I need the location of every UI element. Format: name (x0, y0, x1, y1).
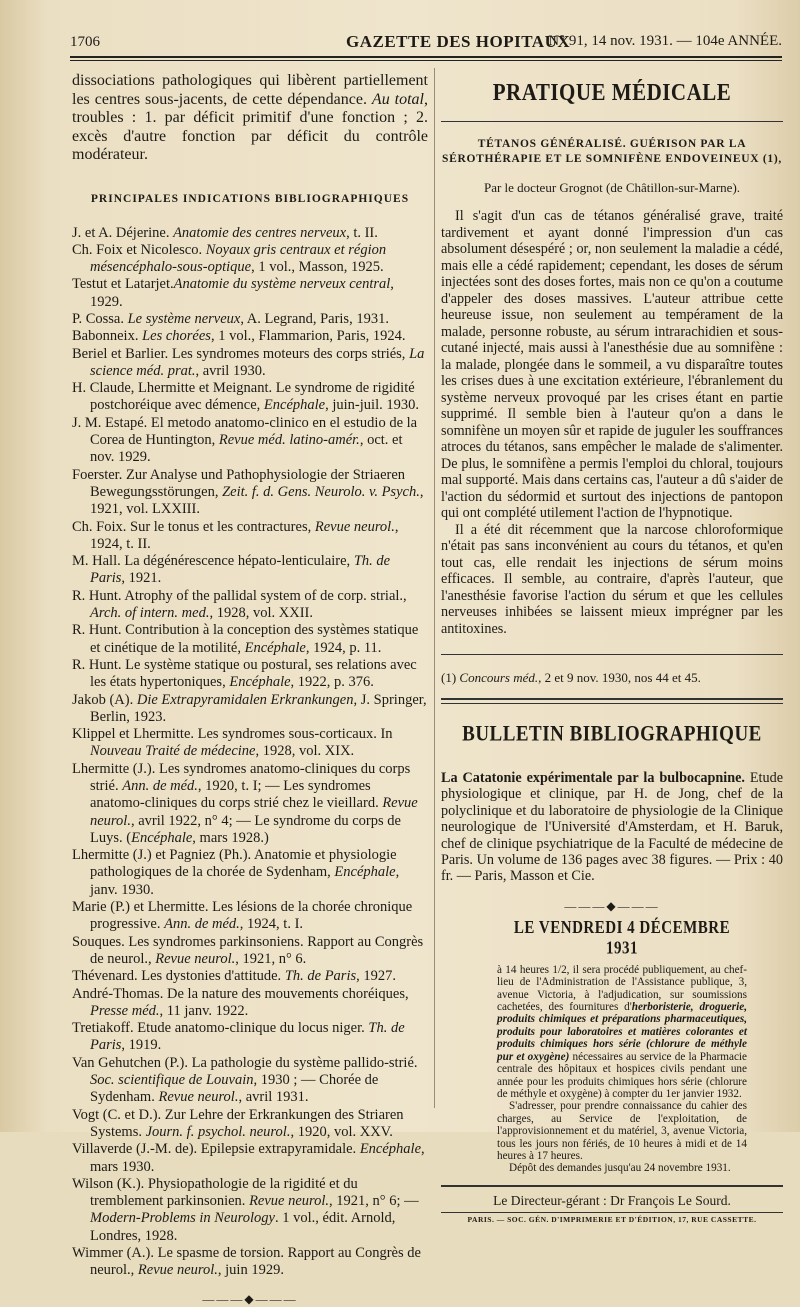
announcement-deadline: Dépôt des demandes jusqu'au 24 novembre 1931. (509, 1162, 731, 1175)
intro-text: dissociations pathologiques qui libèrent partiellement les centres sous-jacents, de cette dépendance. (72, 72, 428, 108)
reference-text: , 1921, n° 6. (235, 950, 307, 967)
page-header (70, 32, 782, 54)
reference-text: , 1928, vol. XIX. (255, 743, 355, 760)
reference-item (72, 692, 428, 727)
left-column (72, 72, 428, 1307)
reference-text: J. et A. Déjerine. (72, 224, 174, 241)
reference-text: R. Hunt. Le système statique ou postural, ses relations avec les états hypertoniques, (72, 656, 417, 691)
reference-text: Thévenard. Les dystonies d'attitude. (72, 968, 285, 985)
reference-item (72, 986, 428, 1021)
announcement-contact: S'adresser, pour prendre connaissance du cahier des charges, au Service de l'exploitation, de l'approvisionnement et du matériel, 3, avenue Victoria, tous les jours non fériés, de 10 heures à midi et de 14 heures à 17 heures. (497, 1100, 747, 1162)
reference-text: P. Cossa. (72, 310, 128, 327)
reference-text: , 1924, t. II. (90, 518, 399, 552)
reference-item (72, 276, 428, 311)
reference-text: , 1928, vol. XXII. (209, 605, 313, 622)
reference-source: Journ. f. psychol. neurol. (145, 1123, 291, 1140)
reference-source: Revue neurol. (249, 1193, 330, 1210)
bulletin-title: BULLETIN BIBLIOGRAPHIQUE (462, 722, 762, 747)
ornament: ———◆——— (202, 1291, 298, 1306)
reference-source: Ann. de méd. (164, 916, 240, 933)
reference-text: , avril 1931. (238, 1089, 309, 1106)
reference-text: , 1927. (356, 968, 396, 985)
reference-text: André-Thomas. De la nature des mouvements choréiques, (72, 985, 409, 1002)
reference-item (72, 1141, 428, 1176)
reference-item (72, 380, 428, 415)
reference-source: Encéphale (359, 1141, 422, 1158)
reference-text: , mars 1930. (90, 1141, 425, 1175)
reference-source: Die Extrapyramidalen Erkrankungen (136, 691, 354, 708)
column-separator (434, 68, 435, 1108)
reference-text: Marie (P.) et Lhermitte. Les lésions de la chorée chronique progressive. (72, 899, 413, 933)
reference-source: Revue neurol. (155, 950, 236, 967)
reference-source: Modern-Problems in Neurology (90, 1210, 275, 1227)
reference-text: , J. Springer, Berlin, 1923. (90, 691, 427, 725)
issue-info: N° 91, 14 nov. 1931. — 104e ANNÉE. (548, 33, 782, 49)
references-list (72, 225, 428, 1280)
reference-source: Nouveau Traité de médecine (90, 743, 256, 760)
reference-source: Revue neurol. (314, 518, 395, 535)
reference-text: , 11 janv. 1922. (159, 1002, 249, 1019)
reference-item (72, 225, 428, 242)
reference-text: , avril 1930. (195, 362, 266, 379)
reference-item (72, 1055, 428, 1107)
reference-item (72, 761, 428, 847)
bulletin-book-details: Etude physiologique et clinique, par H. de Jong, chef de la polyclinique et du laboratoire de physiologie de la Clinique neurologique de l'Université d'Amsterdam, et H. Baruk, chef de clinique psychiatrique de la Faculté de médecine de Paris. Un volume de 136 pages avec 38 figures. — Prix : 40 fr. — Paris, Masson et Cie. (441, 770, 783, 885)
reference-text: M. Hall. La dégénérescence hépato-lenticulaire, (72, 553, 354, 570)
reference-item (72, 311, 428, 328)
reference-item (72, 242, 428, 277)
reference-text: Beriel et Barlier. Les syndromes moteurs des corps striés, (72, 345, 410, 362)
reference-source: Soc. scientifique de Louvain (90, 1072, 254, 1089)
announcement-title: LE VENDREDI 4 DÉCEMBRE 1931 (513, 918, 731, 959)
reference-text: , A. Legrand, Paris, 1931. (240, 310, 389, 327)
reference-text: Souques. Les syndromes parkinsoniens. Rapport au Congrès de neurol., (72, 933, 424, 967)
reference-text: , 1 vol., Masson, 1925. (251, 259, 384, 276)
footnote-number: (1) (441, 670, 460, 685)
reference-text: , 1921, n° 6; — (329, 1193, 419, 1210)
section-rule-thin (441, 703, 783, 704)
reference-source: La science méd. prat. (90, 345, 425, 379)
reference-text: Babonneix. (72, 328, 143, 345)
reference-item (72, 1020, 428, 1055)
reference-text: Villaverde (J.-M. de). Epilepsie extrapyramidale. (72, 1141, 360, 1158)
section-rule (441, 121, 783, 122)
director-line: Le Directeur-gérant : Dr François Le Sourd. (493, 1192, 731, 1208)
reference-text: , 1 vol., Flammarion, Paris, 1924. (210, 328, 406, 345)
reference-item (72, 1176, 428, 1245)
journal-title: GAZETTE DES HOPITAUX (346, 32, 571, 51)
reference-text: , 1922, p. 376. (290, 674, 374, 691)
announcement-products: herboristerie, droguerie, produits chimiques et préparations pharmaceutiques, produits pour laboratoires et matières colorantes et produits chimiques hors série (chlorure de méthyle pur et oxygène) (497, 1001, 747, 1063)
intro-italic: Au total (371, 90, 425, 108)
reference-item (72, 346, 428, 381)
reference-text: . 1 vol., édit. Arnold, Londres, 1928. (90, 1210, 396, 1244)
bulletin-book-title: La Catatonie expérimentale par la bulbocapnine. (441, 770, 745, 786)
reference-item (72, 968, 428, 985)
reference-text: Ch. Foix. Sur le tonus et les contractures, (72, 518, 315, 535)
reference-text: , t. II. (346, 224, 378, 241)
reference-source: Encéphale (229, 674, 291, 691)
reference-source: Encéphale (334, 864, 396, 881)
reference-text: R. Hunt. Contribution à la conception des systèmes statique et cinétique de la motilité, (72, 622, 419, 656)
reference-text: , 1920, t. I; — Les syndromes anatomo-cliniques du corps strié chez le vieillard. (90, 778, 383, 812)
reference-text: , juin-juil. 1930. (325, 397, 419, 414)
reference-source: Encéphale (244, 639, 306, 656)
reference-source: Les chorées (142, 328, 211, 345)
article-paragraph: Il a été dit récemment que la narcose chloroformique n'était pas sans inconvénient au cours du tétanos, et qu'en tout cas, elle rendait les injections de sérum moins efficaces. Il semble, au contraire, d'après l'auteur, que l'anesthésie favorise l'action du sérum et que les cellules nerveuses inhibées se laissent mieux imprégner par les antitoxines. (441, 521, 783, 637)
footnote-rule (441, 654, 783, 655)
reference-source: Th. de Paris (284, 968, 357, 985)
reference-source: Arch. of intern. med. (90, 605, 210, 622)
reference-text: , 1924, p. 11. (305, 639, 382, 656)
ornament: ———◆——— (564, 898, 660, 913)
reference-source: Encéphale (263, 397, 326, 414)
page-number: 1706 (70, 34, 100, 50)
reference-source: Ann. de méd. (122, 778, 198, 794)
reference-text: , 1930 ; — Chorée de Sydenham. (90, 1072, 379, 1106)
reference-text: Testut et Latarjet. (72, 276, 174, 293)
reference-source: Anatomie des centres nerveux (173, 224, 347, 241)
announcement-intro: à 14 heures 1/2, il sera procédé publiquement, au chef-lieu de l'Administration de l'Assistance publique, 3, avenue Victoria, à l'adjudication, sur soumissions cachetées, des fournitures d' (497, 963, 747, 1014)
reference-text: Vogt (C. et D.). Zur Lehre der Erkrankungen des Striaren Systems. (72, 1106, 404, 1140)
reference-item (72, 899, 428, 934)
reference-text: , 1924, t. I. (239, 916, 304, 933)
reference-text: R. Hunt. Atrophy of the pallidal system of de corp. strial., (72, 587, 407, 604)
article-paragraph: Il s'agit d'un cas de tétanos généralisé grave, traité tardivement et ayant donné l'impression d'un cas absolument désespéré ; or, non seulement la maladie a cédé, mais elle a cédé rapidement; cependant, les doses de sérum injectées sont des doses fortes, mais non ce qu'on a coutume d'appeler des doses massives. L'auteur attribue cette heureuse issue, non seulement au tempérament de la malade, personne robuste, au sérum intrarachidien et sous-cutané injecté, mais aussi à l'anesthésie due au somnifène : la malade, plongée dans le sommeil, a vu disparaître toutes les crises dues à une excitation extérieure, l'ébranlement du système nerveux provoqué par les crises étant en partie supprimé. Il semble bien à l'auteur qu'on a dans le somnifène un moyen sûr et rapide de juguler les souffrances atroces du tétanos, sans empêcher le malade de s'alimenter. De plus, le somnifène a permis l'emploi du chloral, toujours mal supporté. Mais dans certains cas, l'auteur a dû s'aider de l'action du sédormid et surtout des injections de pantopon qui ont complété utilement l'action de l'hypnotique. (441, 208, 783, 521)
article-body (441, 208, 783, 637)
reference-source: Zeit. f. d. Gens. Neurolo. v. Psych. (222, 483, 420, 500)
reference-text: , 1921. (121, 570, 162, 587)
reference-source: Noyaux gris centraux et région mésencéphalo-sous-optique (90, 241, 387, 276)
reference-text: Wilson (K.). Physiopathologie de la rigidité et du tremblement parkinsonien. (72, 1175, 358, 1210)
reference-text: Ch. Foix et Nicolesco. (72, 241, 206, 258)
reference-source: Le système nerveux (127, 310, 241, 327)
reference-text: , juin 1929. (217, 1262, 284, 1279)
reference-text: Klippel et Lhermitte. Les syndromes sous-corticaux. In (72, 726, 393, 743)
reference-item (72, 553, 428, 588)
announcement (497, 918, 748, 1175)
section-title: PRATIQUE MÉDICALE (492, 77, 732, 107)
reference-text: , mars 1928.) (192, 829, 269, 846)
intro-text-end: , troubles : 1. par déficit primitif d'une fonction ; 2. excès d'autre fonction par déficit du contrôle modérateur. (72, 90, 429, 163)
header-rule (70, 56, 782, 58)
reference-item (72, 622, 428, 657)
printer-line: PARIS. — SOC. GÉN. D'IMPRIMERIE ET D'ÉDITION, 17, RUE CASSETTE. (467, 1214, 757, 1224)
bulletin-entry (441, 770, 783, 885)
reference-item (72, 588, 428, 623)
reference-text: Jakob (A). (72, 691, 137, 708)
reference-text: , 1920, vol. XXV. (290, 1123, 393, 1140)
reference-item (72, 415, 428, 467)
reference-item (72, 1107, 428, 1142)
reference-text: Lhermitte (J.) et Pagniez (Ph.). Anatomie et physiologie pathologiques de la chorée de Sydenham, (72, 847, 397, 881)
intro-paragraph (72, 72, 428, 165)
reference-source: Presse méd. (90, 1002, 160, 1019)
reference-source: Anatomie du système nerveux central (173, 276, 391, 293)
reference-item (72, 467, 428, 519)
reference-item (72, 934, 428, 969)
reference-text: H. Claude, Lhermitte et Meignant. Le syndrome de rigidité postchoréique avec démence, (72, 380, 415, 414)
references-heading: PRINCIPALES INDICATIONS BIBLIOGRAPHIQUES (90, 192, 410, 205)
reference-text: , avril 1922, n° 4; — Le syndrome du corps de Luys. ( (90, 812, 401, 846)
reference-item (72, 519, 428, 554)
reference-item (72, 1245, 428, 1280)
reference-text: Tretiakoff. Etude anatomo-clinique du locus niger. (72, 1020, 369, 1037)
right-column (441, 72, 783, 1224)
announcement-text (497, 964, 747, 1100)
reference-source: Th. de Paris (90, 553, 391, 587)
reference-text: , oct. et nov. 1929. (90, 432, 403, 466)
section-rule (441, 698, 783, 700)
reference-item (72, 657, 428, 692)
reference-item (72, 847, 428, 899)
footnote (441, 670, 783, 686)
reference-text: , janv. 1930. (90, 864, 400, 898)
footnote-source: Concours méd. (459, 670, 539, 685)
footer-rule (441, 1185, 783, 1187)
reference-text: , 1921, vol. LXXIII. (90, 483, 424, 518)
reference-text: Lhermitte (J.). Les syndromes anatomo-cliniques du corps strié. (72, 760, 411, 794)
article-author: Par le docteur Grognot (de Châtillon-sur-Marne). (483, 180, 741, 195)
reference-text: Foerster. Zur Analyse und Pathophysiologie der Striaeren Bewegungsstörungen, (72, 466, 406, 500)
header-rule-thin (70, 60, 782, 61)
reference-source: Revue neurol. (158, 1089, 239, 1106)
announcement-conditions: nécessaires au service de la Pharmacie centrale des hôpitaux et hospices civils pendant une année pour les produits chimiques hors série (chlorure de méthyle et oxygène) à compter du 1er janvier 1932. (497, 1050, 748, 1100)
reference-text: Van Gehutchen (P.). La pathologie du système pallido-strié. (72, 1054, 418, 1071)
footer-rule-thin (441, 1212, 783, 1213)
reference-item (72, 726, 428, 761)
reference-source: Revue neurol. (90, 795, 418, 829)
article-title: TÉTANOS GÉNÉRALISÉ. GUÉRISON PAR LA SÉROTHÉRAPIE ET LE SOMNIFÈNE ENDOVEINEUX (1), (442, 138, 782, 165)
reference-item (72, 328, 428, 345)
reference-source: Th. de Paris (90, 1020, 405, 1054)
reference-text: J. M. Estapé. El metodo anatomo-clinico en el estudio de la Corea de Huntington, (72, 414, 418, 449)
reference-text: , 1919. (121, 1037, 162, 1054)
reference-source: Revue méd. latino-amér. (218, 432, 360, 449)
reference-source: Revue neurol. (137, 1262, 218, 1279)
reference-text: Wimmer (A.). Le spasme de torsion. Rapport au Congrès de neurol., (72, 1245, 421, 1279)
footnote-detail: , 2 et 9 nov. 1930, nos 44 et 45. (538, 670, 701, 685)
reference-text: , 1929. (90, 276, 394, 310)
reference-source: Encéphale (131, 829, 193, 846)
